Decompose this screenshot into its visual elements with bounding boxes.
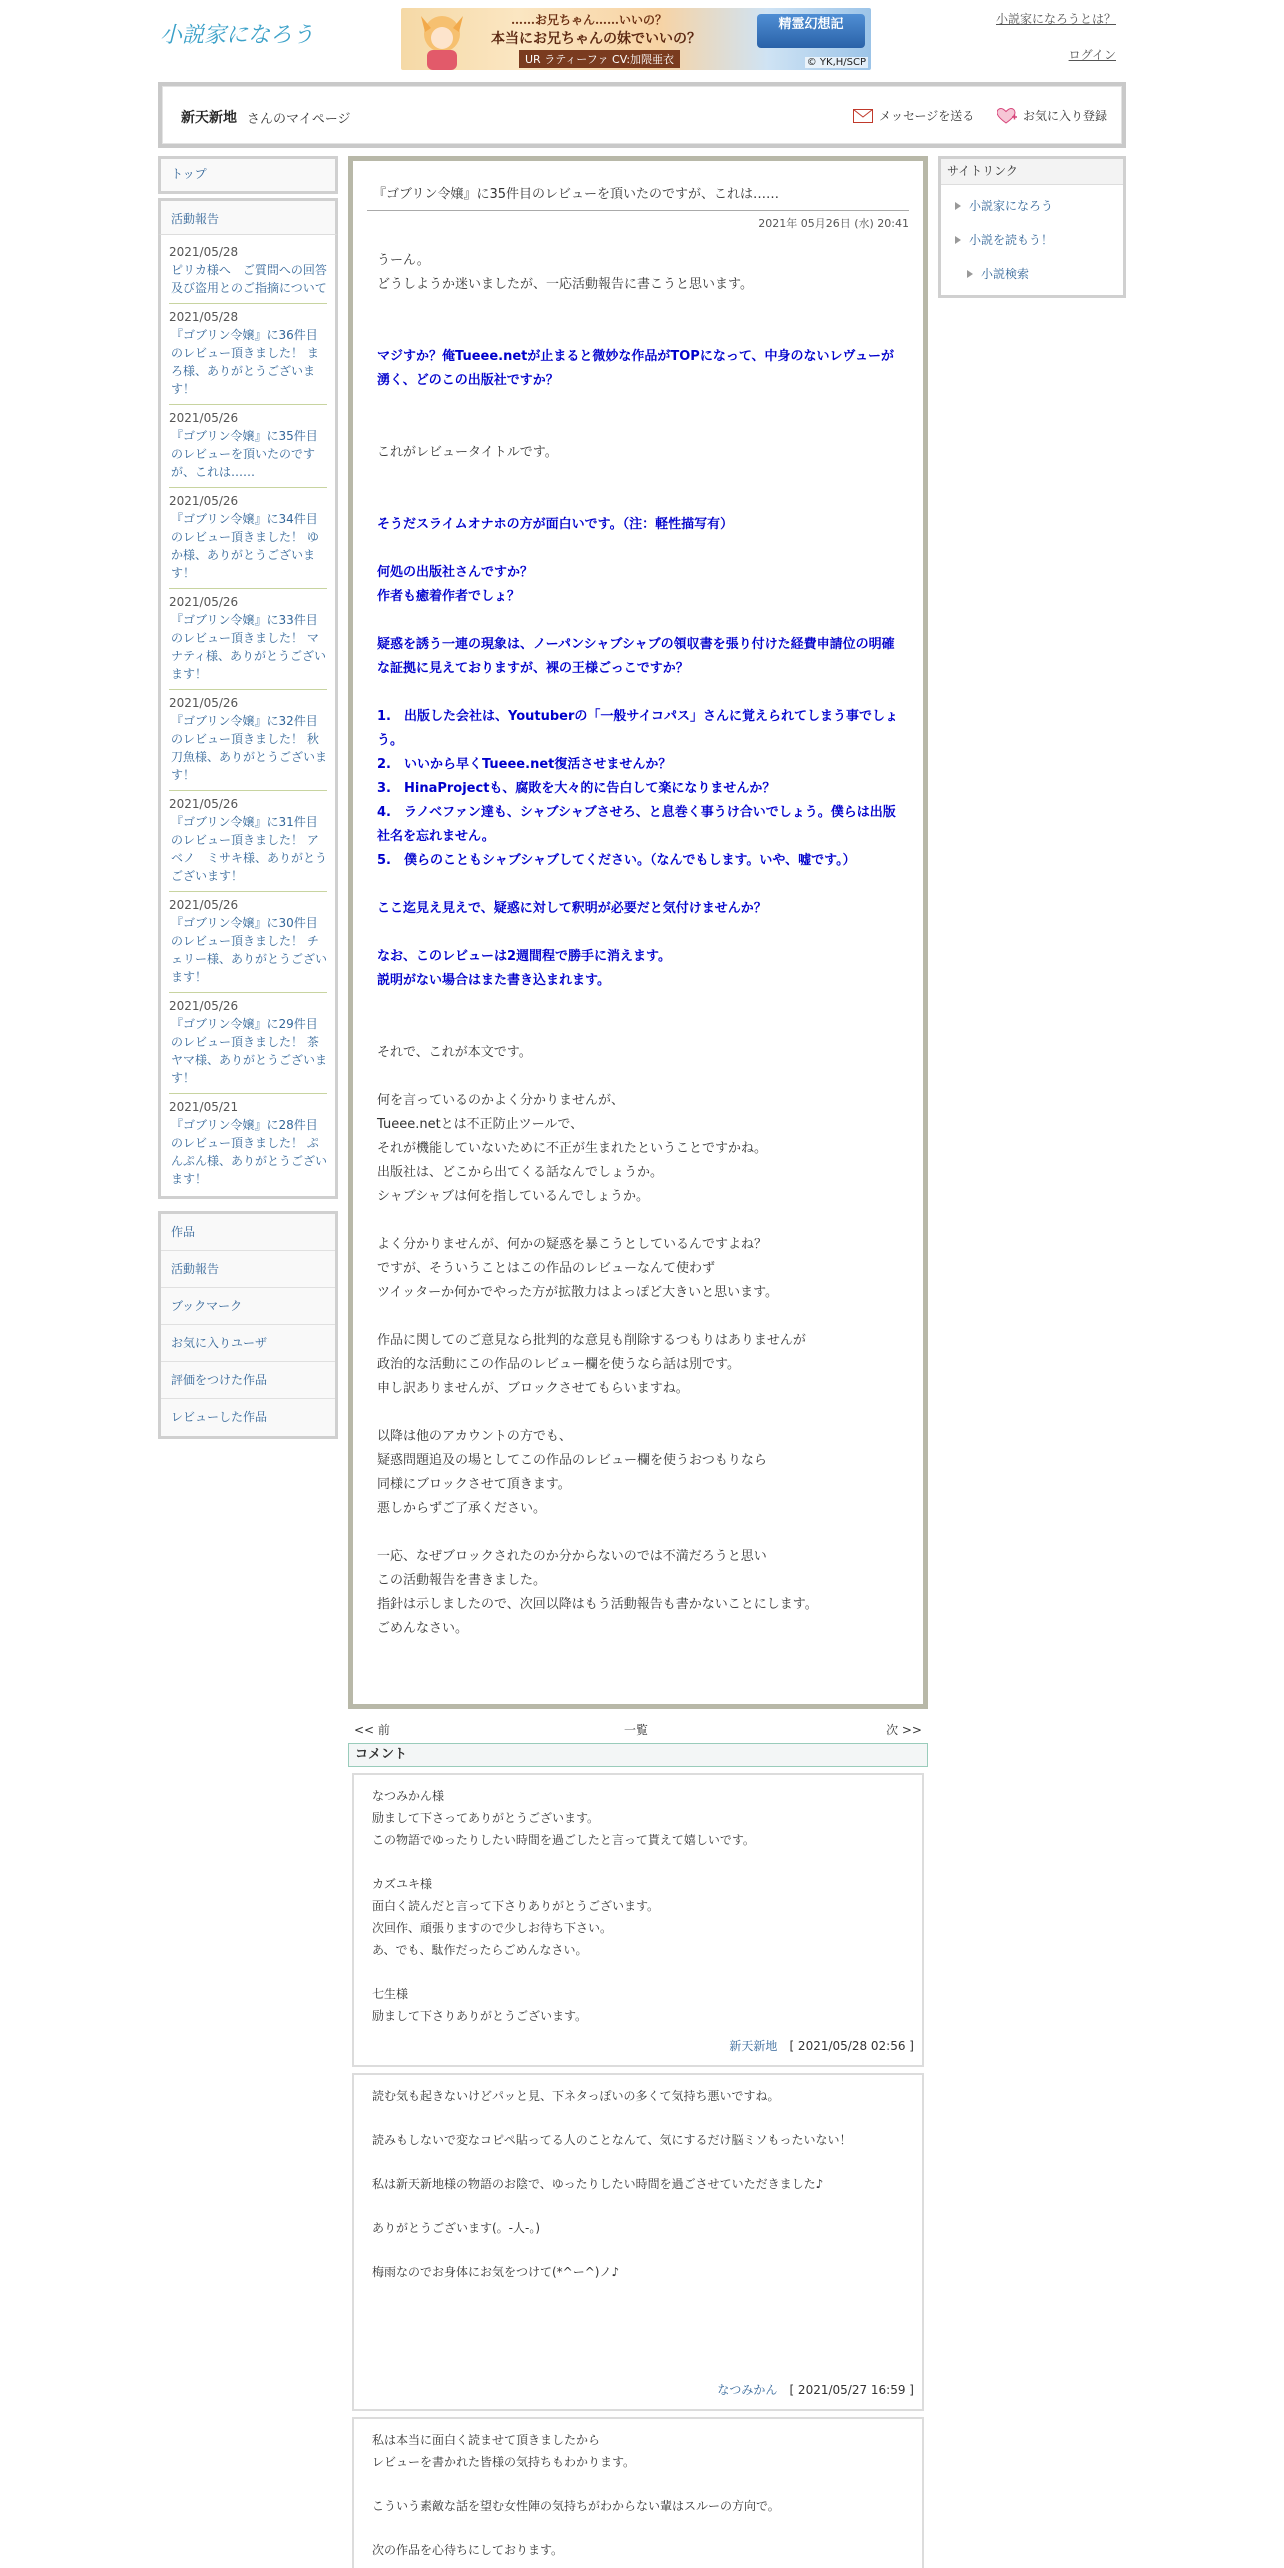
article-paragraph: 同様にブロックさせて頂きます。 [377, 1477, 571, 1492]
report-title-link[interactable]: 『ゴブリン令嬢』に30件目のレビュー頂きました！ チェリー様、ありがとうございます！ [171, 916, 328, 984]
article-paragraph: ここ迄見え見えで、疑惑に対して釈明が必要だと気付けませんか？ [377, 901, 767, 916]
add-favorite-button[interactable] [997, 107, 1107, 124]
article-paragraph [377, 1209, 899, 1233]
report-date: 2021/05/28 [169, 245, 239, 259]
article-paragraph: 悪しからずご了承ください。 [377, 1501, 547, 1516]
comment-text-line: 次の作品を心待ちにしております。 [372, 2543, 564, 2557]
comment-item [352, 2417, 924, 2568]
comment-text-line [372, 2283, 914, 2305]
article-paragraph: 政治的な活動にこの作品のレビュー欄を使うなら話は別です。 [377, 1357, 740, 1372]
article-paragraph [377, 1065, 899, 1089]
article-paragraph: 疑惑を誘う一連の現象は、ノーパンシャブシャブの領収書を張り付けた経費申請位の明確な証拠に見えておりますが、裸の王様ごっこですか？ [377, 637, 895, 676]
article-paragraph [377, 489, 899, 513]
comment-text-line [372, 2305, 914, 2327]
triangle-bullet-icon [955, 236, 961, 244]
article-paragraph [377, 465, 899, 489]
send-message-button[interactable] [853, 107, 974, 124]
comment-text-line [372, 2239, 914, 2261]
activity-report-item[interactable] [169, 892, 327, 993]
activity-report-item[interactable] [169, 1094, 327, 1194]
sidebar-item-top[interactable]: トップ [171, 167, 207, 181]
report-list-link[interactable]: 一覧 [624, 1723, 649, 1737]
article-paragraph: 一応、なぜブロックされたのか分からないのでは不満だろうと思い [377, 1549, 767, 1564]
comment-text-line: 七生様 [372, 1987, 409, 2001]
article-paragraph: これがレビュータイトルです。 [377, 445, 558, 460]
heart-plus-icon [997, 108, 1017, 124]
report-date: 2021/05/26 [169, 696, 239, 710]
article-paragraph: 何処の出版社さんですか？ [377, 565, 534, 580]
comment-text-line [372, 2327, 914, 2349]
article-paragraph: 2. いいから早くTueee.net復活させませんか？ [377, 757, 672, 772]
article-paragraph [377, 873, 899, 897]
report-date: 2021/05/26 [169, 797, 239, 811]
site-links-heading: サイトリンク [941, 159, 1123, 185]
article-paragraph [377, 417, 899, 441]
article-paragraph: なお、このレビューは2週間程で勝手に消えます。 [377, 949, 672, 964]
article-paragraph [377, 1401, 899, 1425]
comment-text-line: 励まして下さりありがとうございます。 [372, 2009, 588, 2023]
article-paragraph: マジすか？俺Tueee.netが止まると微妙な作品がTOPになって、中身のないレヴューが湧く、どのこの出版社ですか？ [377, 349, 895, 388]
report-date: 2021/05/26 [169, 999, 239, 1013]
article-paragraph [377, 921, 899, 945]
comment-text-line: 私は本当に面白く読ませて頂きましたから [372, 2433, 601, 2447]
article-body [367, 231, 909, 1641]
site-link-narou[interactable] [941, 189, 1123, 223]
comment-text-line [372, 2107, 914, 2129]
activity-report-item[interactable] [169, 690, 327, 791]
site-link-search[interactable] [941, 257, 1123, 291]
comment-list [348, 1773, 928, 2568]
article-paragraph: よく分かりませんが、何かの疑惑を暴こうとしているんですよね？ [377, 1237, 768, 1252]
article-paragraph: それで、これが本文です。 [377, 1045, 532, 1060]
article-paragraph: それが機能していないために不正が生まれたということですかね。 [377, 1141, 768, 1156]
article-paragraph: 以降は他のアカウントの方でも、 [377, 1429, 572, 1444]
comment-text-line [372, 1851, 914, 1873]
sidebar-item-reviewed-works[interactable]: レビューした作品 [171, 1410, 268, 1424]
article-paragraph: 作品に関してのご意見なら批判的な意見も削除するつもりはありませんが [377, 1333, 806, 1348]
activity-report-item[interactable] [169, 589, 327, 690]
article-date: 2021年 05月26日 (水) 20:41 [758, 217, 909, 230]
banner-copyright: © YK,H/SCP [806, 57, 866, 68]
article-paragraph: 1. 出版した会社は、Youtuberの「一般サイコパス」さんに覚えられてしまう事でしょう。 [377, 709, 898, 748]
right-sidebar [938, 156, 1126, 298]
sidebar-item-works[interactable]: 作品 [161, 1214, 335, 1251]
report-title-link[interactable]: 『ゴブリン令嬢』に31件目のレビュー頂きました！ アベノ ミサキ様、ありがとうございます！ [171, 815, 328, 883]
report-title-link[interactable]: ピリカ様へ ご質問への回答及び盗用とのご指摘について [171, 263, 327, 295]
comment-text-line: ありがとうございます(。-人-。) [372, 2221, 541, 2235]
article-paragraph: 3. HinaProjectも、腐敗を大々的に告白して楽になりませんか？ [377, 781, 776, 796]
sidebar-item-rated-works[interactable]: 評価をつけた作品 [161, 1362, 335, 1399]
comment-text-line [372, 2349, 914, 2371]
report-date: 2021/05/26 [169, 494, 239, 508]
user-name: 新天新地 [181, 110, 237, 126]
article-paragraph: この活動報告を書きました。 [377, 1573, 547, 1588]
article-paragraph: 疑惑問題追及の場としてこの作品のレビュー欄を使うおつもりなら [377, 1453, 767, 1468]
article-paragraph: 何を言っているのかよく分かりませんが、 [377, 1093, 625, 1108]
article-paragraph [377, 993, 899, 1017]
mypage-suffix: さんのマイページ [247, 112, 351, 127]
comments-heading: コメント [348, 1743, 928, 1767]
site-logo[interactable] [158, 14, 328, 50]
banner-text-line1: ……お兄ちゃん……いいの？ [511, 13, 668, 27]
ad-banner[interactable] [401, 8, 871, 70]
site-link-label[interactable]: 小説を読もう！ [969, 233, 1054, 247]
article-paragraph: 4. ラノベファン達も、シャブシャブさせろ、と息巻く事うけ合いでしょう。僕らは出版社名を忘れません。 [377, 805, 896, 844]
comment-text-line [372, 1961, 914, 1983]
comment-date: [ 2021/05/27 16:59 ] [789, 2383, 914, 2397]
prev-report-link[interactable]: << 前 [354, 1723, 390, 1737]
comment-text-line [372, 2517, 914, 2539]
report-date: 2021/05/26 [169, 898, 239, 912]
report-title-link[interactable]: 『ゴブリン令嬢』に34件目のレビュー頂きました！ ゆか様、ありがとうございます！ [171, 512, 319, 580]
comment-text-line: 読みもしないで変なコピペ貼ってる人のことなんて、気にするだけ脳ミソもったいない！ [372, 2133, 852, 2147]
article-paragraph [377, 297, 899, 321]
site-link-label[interactable]: 小説検索 [981, 267, 1030, 281]
activity-report-item[interactable] [169, 791, 327, 892]
report-date: 2021/05/21 [169, 1100, 239, 1114]
activity-report-item[interactable] [169, 239, 327, 304]
article-paragraph [377, 609, 899, 633]
site-link-yomou[interactable] [941, 223, 1123, 257]
activity-report-item[interactable] [169, 993, 327, 1094]
triangle-bullet-icon [955, 202, 961, 210]
activity-report-heading[interactable]: 活動報告 [158, 198, 338, 234]
article-paragraph: ツイッターか何かでやった方が拡散力はよっぽど大きいと思います。 [377, 1285, 779, 1300]
mypage-menu [158, 1211, 338, 1439]
article-paragraph: 作者も癒着作者でしょ？ [377, 589, 521, 604]
activity-report-article [348, 156, 928, 1709]
report-title-link[interactable]: 『ゴブリン令嬢』に35件目のレビューを頂いたのですが、これは…… [171, 429, 318, 479]
article-paragraph: どうしようか迷いましたが、一応活動報告に書こうと思います。 [377, 277, 753, 292]
comment-text-line [372, 2195, 914, 2217]
article-paragraph [377, 681, 899, 705]
comment-text-line: 励まして下さってありがとうございます。 [372, 1811, 600, 1825]
site-link-label[interactable]: 小説家になろう [969, 199, 1054, 213]
article-paragraph: Tueee.netとは不正防止ツールで、 [377, 1117, 584, 1132]
top-nav-box [158, 156, 338, 194]
comment-author-link[interactable]: 新天新地 [729, 2039, 778, 2053]
report-date: 2021/05/26 [169, 595, 239, 609]
activity-report-item[interactable] [169, 488, 327, 589]
comment-item [352, 2073, 924, 2411]
article-paragraph [377, 1305, 899, 1329]
comment-meta [372, 2035, 914, 2057]
comment-text-line: こういう素敵な話を望む女性陣の気持ちがわからない輩はスルーの方向で。 [372, 2499, 780, 2513]
activity-report-item[interactable] [169, 405, 327, 488]
article-paragraph: そうだスライムオナホの方が面白いです。（注：軽性描写有） [377, 517, 734, 532]
article-paragraph [377, 1017, 899, 1041]
left-sidebar [158, 156, 338, 1443]
article-paragraph [377, 393, 899, 417]
report-date: 2021/05/28 [169, 310, 239, 324]
comment-text-line: レビューを書かれた皆様の気持ちもわかります。 [372, 2455, 636, 2469]
send-message-label: メッセージを送る [879, 109, 975, 123]
article-paragraph: 説明がない場合はまた書き込まれます。 [377, 973, 610, 988]
article-paragraph: ですが、そういうことはこの作品のレビューなんて使わず [377, 1261, 716, 1276]
comment-author-link[interactable]: なつみかん [717, 2383, 778, 2397]
sidebar-item-activity-reports[interactable]: 活動報告 [161, 1251, 335, 1288]
report-title-link[interactable]: 『ゴブリン令嬢』に28件目のレビュー頂きました！ ぷんぷん様、ありがとうございます！ [171, 1118, 328, 1186]
comment-meta [372, 2379, 914, 2401]
article-paragraph: シャブシャブは何を指しているんでしょうか。 [377, 1189, 649, 1204]
triangle-bullet-icon [967, 270, 973, 278]
comment-text-line: カズユキ様 [372, 1877, 433, 1891]
report-title-link[interactable]: 『ゴブリン令嬢』に32件目のレビュー頂きました！ 秋刀魚様、ありがとうございます！ [171, 714, 328, 782]
article-paragraph: ごめんなさい。 [377, 1621, 469, 1636]
comment-text-line [372, 2151, 914, 2173]
report-title-link[interactable]: 『ゴブリン令嬢』に36件目のレビュー頂きました！ まろ様、ありがとうございます！ [171, 328, 319, 396]
login-link[interactable]: ログイン [1068, 48, 1116, 62]
comment-text-line: 面白く読んだと言って下さりありがとうございます。 [372, 1899, 660, 1913]
comment-text-line: 梅雨なのでお身体にお気をつけて(*^ー^)ノ♪ [372, 2265, 620, 2279]
article-paragraph: 5. 僕らのこともシャブシャブしてください。（なんでもします。いや、嘘です。） [377, 853, 856, 868]
main-content [348, 156, 928, 2568]
pager [348, 1717, 928, 1743]
activity-report-item[interactable] [169, 304, 327, 405]
article-paragraph: 申し訳ありませんが、ブロックさせてもらいますね。 [377, 1381, 689, 1396]
next-report-link[interactable]: 次 >> [886, 1723, 922, 1737]
site-header [158, 0, 1126, 78]
banner-character-image [407, 8, 477, 70]
banner-text-line2: 本当にお兄ちゃんの妹でいいの？ [491, 31, 701, 47]
about-site-link[interactable]: 小説家になろうとは？ [995, 12, 1116, 26]
article-paragraph [377, 537, 899, 561]
comment-text-line [372, 2473, 914, 2495]
sidebar-item-bookmarks[interactable]: ブックマーク [161, 1288, 335, 1325]
report-date: 2021/05/26 [169, 411, 239, 425]
comment-item [352, 1773, 924, 2067]
article-paragraph: 指針は示しましたので、次回以降はもう活動報告も書かないことにします。 [377, 1597, 818, 1612]
report-title-link[interactable]: 『ゴブリン令嬢』に33件目のレビュー頂きました！ マナティ様、ありがとうございます！ [171, 613, 327, 681]
report-title-link[interactable]: 『ゴブリン令嬢』に29件目のレビュー頂きました！ 茶ヤマ様、ありがとうございます！ [171, 1017, 328, 1085]
banner-game-logo: 精霊幻想記 [757, 14, 865, 48]
svg-text:小説家になろう: 小説家になろう [160, 23, 315, 48]
banner-subtext: UR ラティーファ CV:加隈亜衣 [519, 50, 680, 68]
article-paragraph: うーん。 [377, 253, 430, 268]
article-paragraph: 出版社は、どこから出てくる話なんでしょうか。 [377, 1165, 664, 1180]
comment-text-line: なつみかん様 [372, 1789, 445, 1803]
comment-text-line: 私は新天新地様の物語のお陰で、ゆったりしたい時間を過ごさせていただきました♪ [372, 2177, 824, 2191]
article-paragraph [377, 1521, 899, 1545]
activity-report-list [158, 234, 338, 1199]
comment-date: [ 2021/05/28 02:56 ] [789, 2039, 914, 2053]
comment-text-line: 読む気も起きないけどパッと見、下ネタっぽいの多くて気持ち悪いですね。 [372, 2089, 780, 2103]
user-bar [158, 82, 1126, 148]
sidebar-item-favorite-users[interactable]: お気に入りユーザ [161, 1325, 335, 1362]
comment-text-line: あ、でも、駄作だったらごめんなさい。 [372, 1943, 588, 1957]
comment-text-line: 次回作、頑張りますので少しお待ち下さい。 [372, 1921, 613, 1935]
comment-text-line: この物語でゆったりしたい時間を過ごしたと言って貰えて嬉しいです。 [372, 1833, 755, 1847]
add-favorite-label: お気に入り登録 [1023, 109, 1108, 123]
article-title: 『ゴブリン令嬢』に35件目のレビューを頂いたのですが、これは…… [367, 175, 909, 211]
article-paragraph [377, 321, 899, 345]
envelope-icon [853, 109, 873, 123]
